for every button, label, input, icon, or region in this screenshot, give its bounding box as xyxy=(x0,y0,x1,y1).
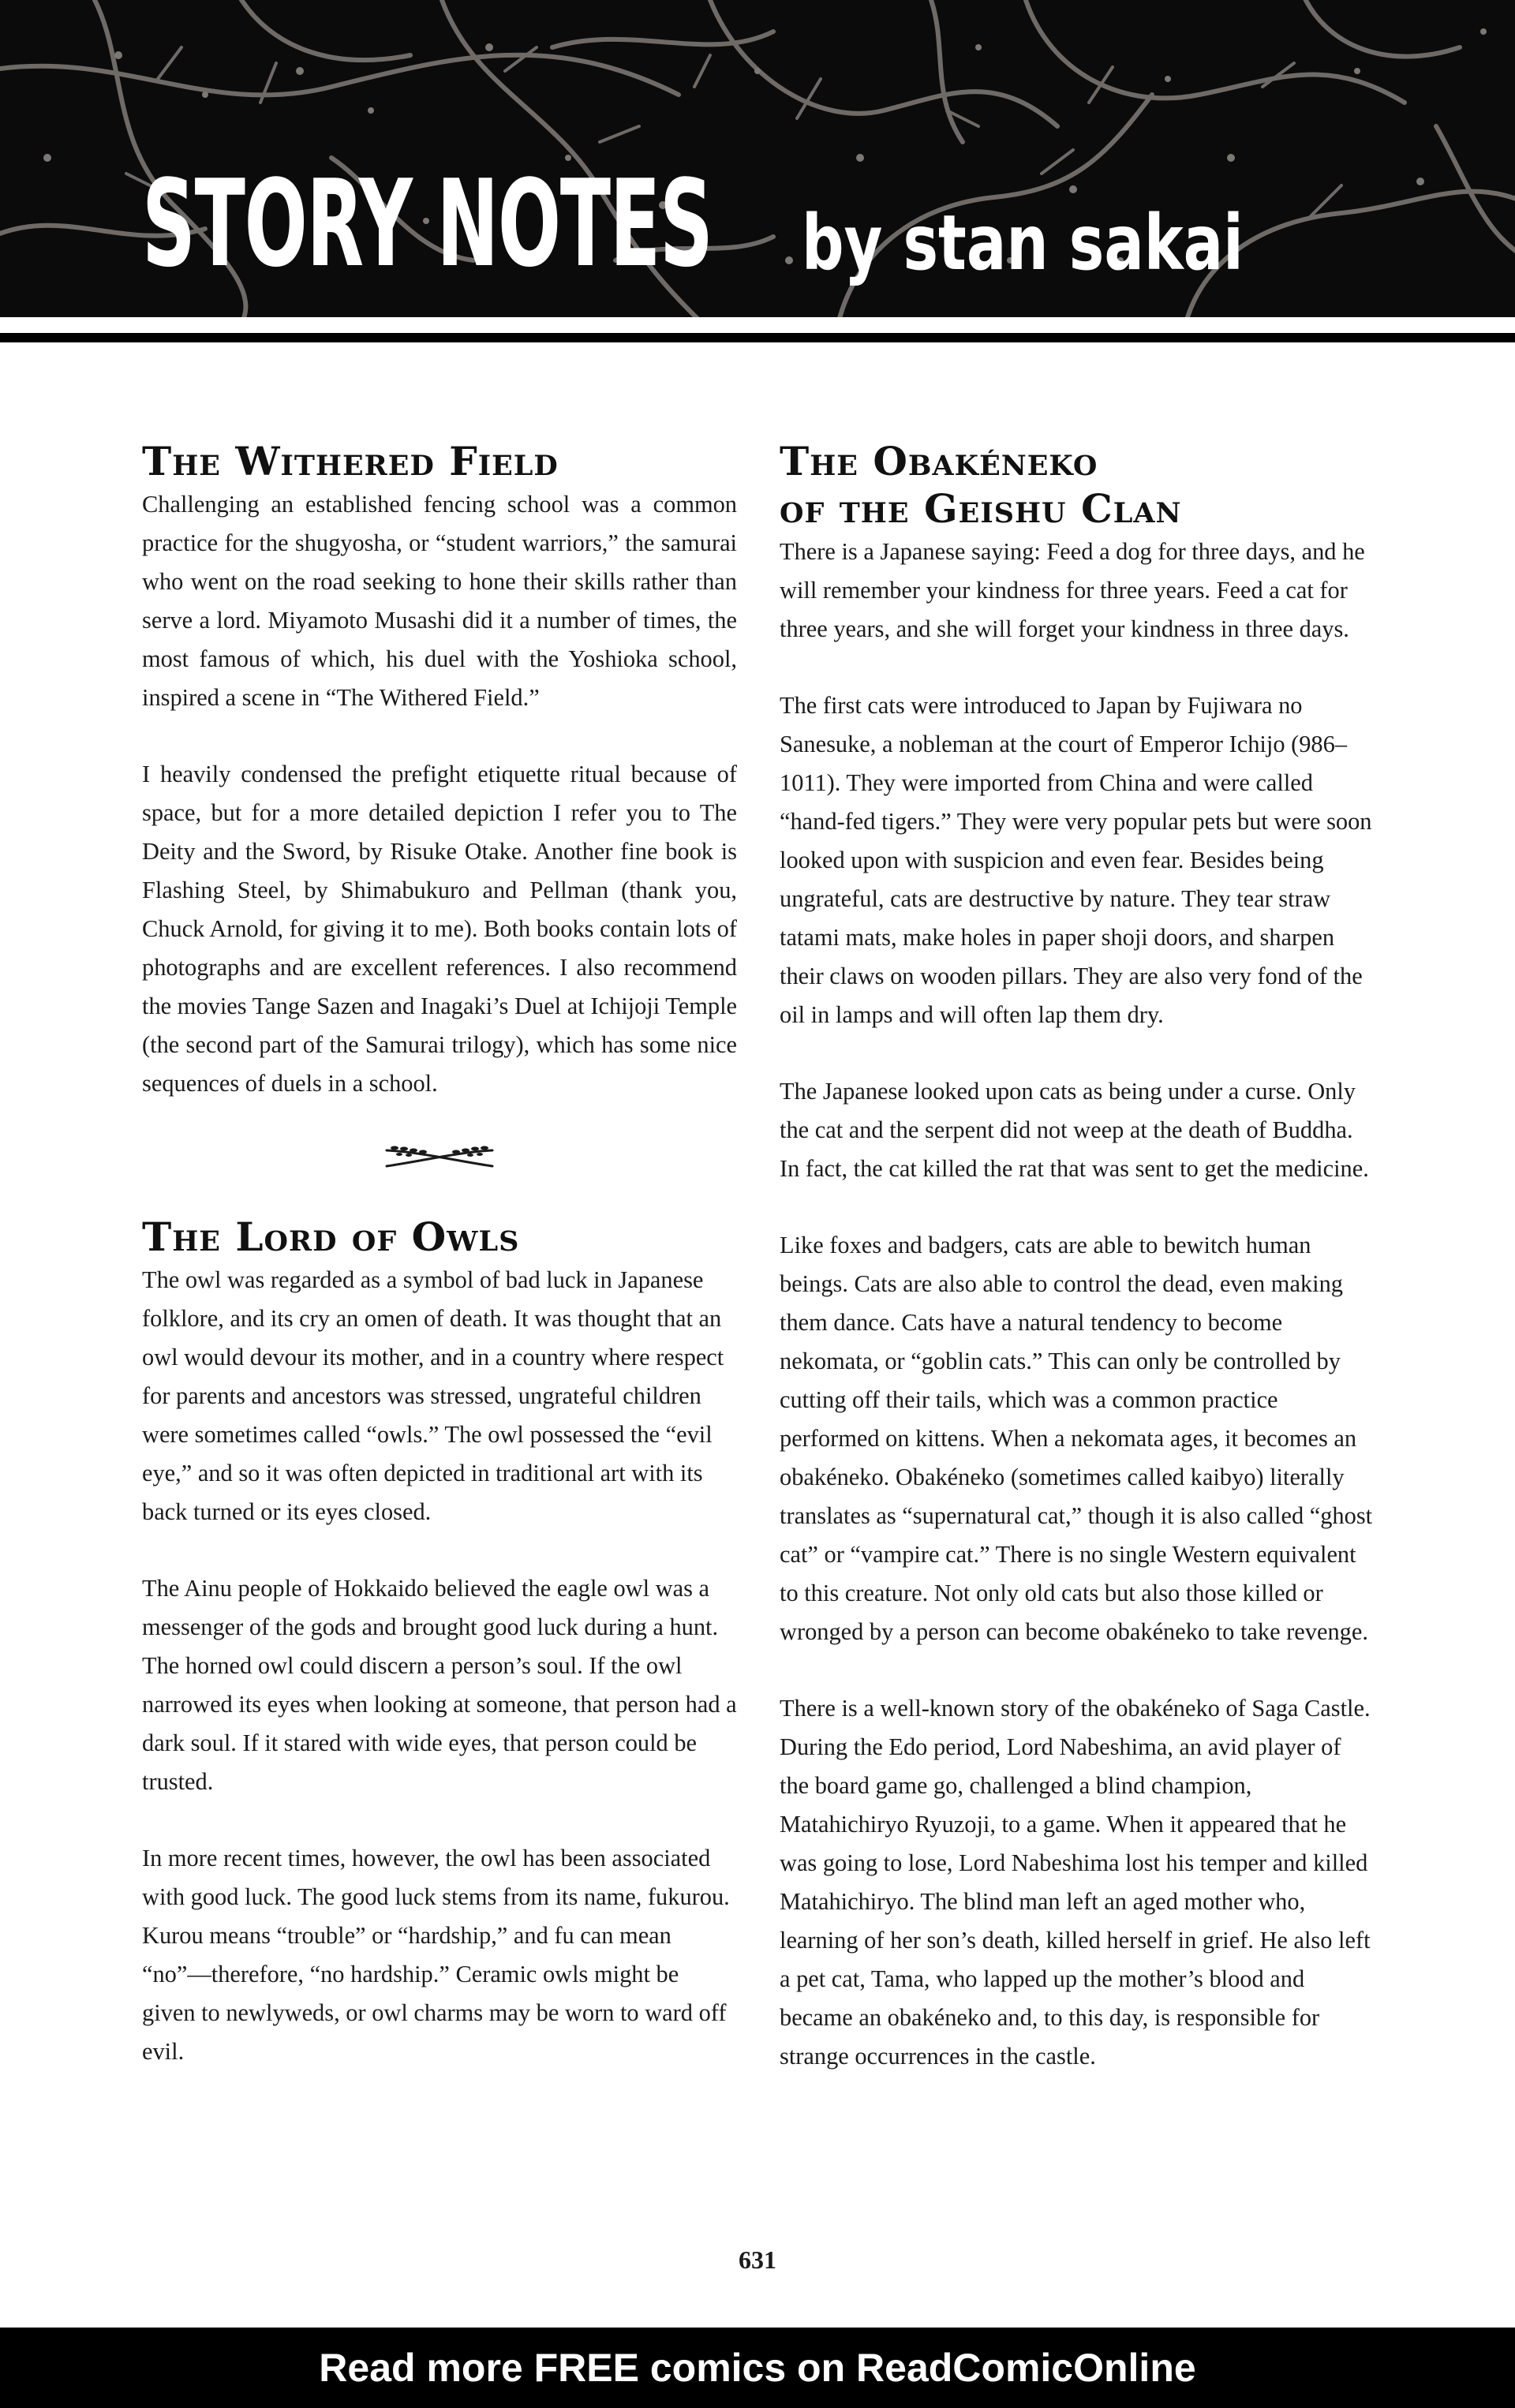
read-more-banner[interactable]: Read more FREE comics on ReadComicOnline xyxy=(0,2328,1515,2408)
left-column xyxy=(142,438,737,2109)
section-title-lord-of-owls: The Lord of Owls xyxy=(142,1213,520,1260)
paragraph: There is a Japanese saying: Feed a dog for three days, and he will remember your kindness for three years. Feed a cat for three years, and she will forget your kindness in three days. xyxy=(780,538,1365,642)
section-title-obakeneko xyxy=(780,438,1373,533)
page-number: 631 xyxy=(739,2245,776,2274)
paragraph: Like foxes and badgers, cats are able to bewitch human beings. Cats are also able to control the dead, even making them dance. Cats have a natural tendency to become nekomata, or “goblin cats.” This can only be controlled by cutting off their tails, which was a common practice performed on kittens. When a nekomata ages, it becomes an obakéneko. Obakéneko (sometimes called kaibyo) literally translates as “supernatural cat,” though it is also called “ghost cat” or “vampire cat.” There is no single Western equivalent to this creature. Not only old cats but also those killed or wronged by a person can become obakéneko to take revenge. xyxy=(780,1232,1373,1645)
title-byline: by stan sakai xyxy=(801,199,1244,287)
paragraph: The owl was regarded as a symbol of bad luck in Japanese folklore, and its cry an omen of death. It was thought that an owl would devour its mother, and in a country where respect for parents and ancestors was stressed, ungrateful children were sometimes called “owls.” The owl possessed the “evil eye,” and so it was often depicted in traditional art with its back turned or its eyes closed. xyxy=(142,1266,724,1525)
page-header xyxy=(0,0,1515,317)
story-notes-title xyxy=(142,154,1367,294)
header-divider xyxy=(0,333,1515,342)
crossed-branches-icon xyxy=(380,1141,499,1172)
right-column xyxy=(780,438,1373,2114)
title-line: of the Geishu Clan xyxy=(780,485,1182,532)
section-title-withered-field: The Withered Field xyxy=(142,438,559,484)
paragraph: The first cats were introduced to Japan by Fujiwara no Sanesuke, a nobleman at the court of Emperor Ichijo (986–1011). They were imported from China and were called “hand-fed tigers.” They were very popular pets but were soon looked upon with suspicion and even fear. Besides being ungrateful, cats are destructive by nature. They tear straw tatami mats, make holes in paper shoji doors, and sharpen their claws on wooden pillars. They are also very fond of the oil in lamps and will often lap them dry. xyxy=(780,692,1372,1028)
paragraph: The Japanese looked upon cats as being under a curse. Only the cat and the serpent did not weep at the death of Buddha. In fact, the cat killed the rat that was sent to get the medicine. xyxy=(780,1078,1369,1182)
paragraph: I heavily condensed the prefight etiquette ritual because of space, but for a more detailed depiction I refer you to The Deity and the Sword, by Risuke Otake. Another fine book is Flashing Steel, by Shimabukuro and Pellman (thank you, Chuck Arnold, for giving it to me). Both books contain lots of photographs and are excellent references. I also recommend the movies Tange Sazen and Inagaki’s Duel at Ichijoji Temple (the second part of the Samurai trilogy), which has some nice sequences of duels in a school. xyxy=(142,761,737,1097)
paragraph: In more recent times, however, the owl has been associated with good luck. The good luck stems from its name, fukurou. Kurou means “trouble” or “hardship,” and fu can mean “no”—therefore, “no hardship.” Ceramic owls might be given to newlyweds, or owl charms may be worn to ward off evil. xyxy=(142,1845,730,2065)
paragraph: There is a well-known story of the obakéneko of Saga Castle. During the Edo period, Lord Nabeshima, an avid player of the board game go, challenged a blind champion, Matahichiryo Ryuzoji, to a game. When it appeared that he was going to lose, Lord Nabeshima lost his temper and killed Matahichiryo. The blind man left an aged mother who, learning of her son’s death, killed herself in grief. He also left a pet cat, Tama, who lapped up the mother’s blood and became an obakéneko and, to this day, is responsible for strange occurrences in the castle. xyxy=(780,1695,1371,2070)
paragraph: The Ainu people of Hokkaido believed the eagle owl was a messenger of the gods and brought good luck during a hunt. The horned owl could discern a person’s soul. If the owl narrowed its eyes when looking at someone, that person had a dark soul. If it stared with wide eyes, that person could be trusted. xyxy=(142,1575,737,1795)
title-main: STORY NOTES xyxy=(142,154,713,294)
paragraph: Challenging an established fencing school was a common practice for the shugyosha, or “student warriors,” the samurai who went on the road seeking to hone their skills rather than serve a lord. Miyamoto Musashi did it a number of times, the most famous of which, his duel with the Yoshioka school, inspired a scene in “The Withered Field.” xyxy=(142,491,737,711)
title-line: The Obakéneko xyxy=(780,438,1098,484)
